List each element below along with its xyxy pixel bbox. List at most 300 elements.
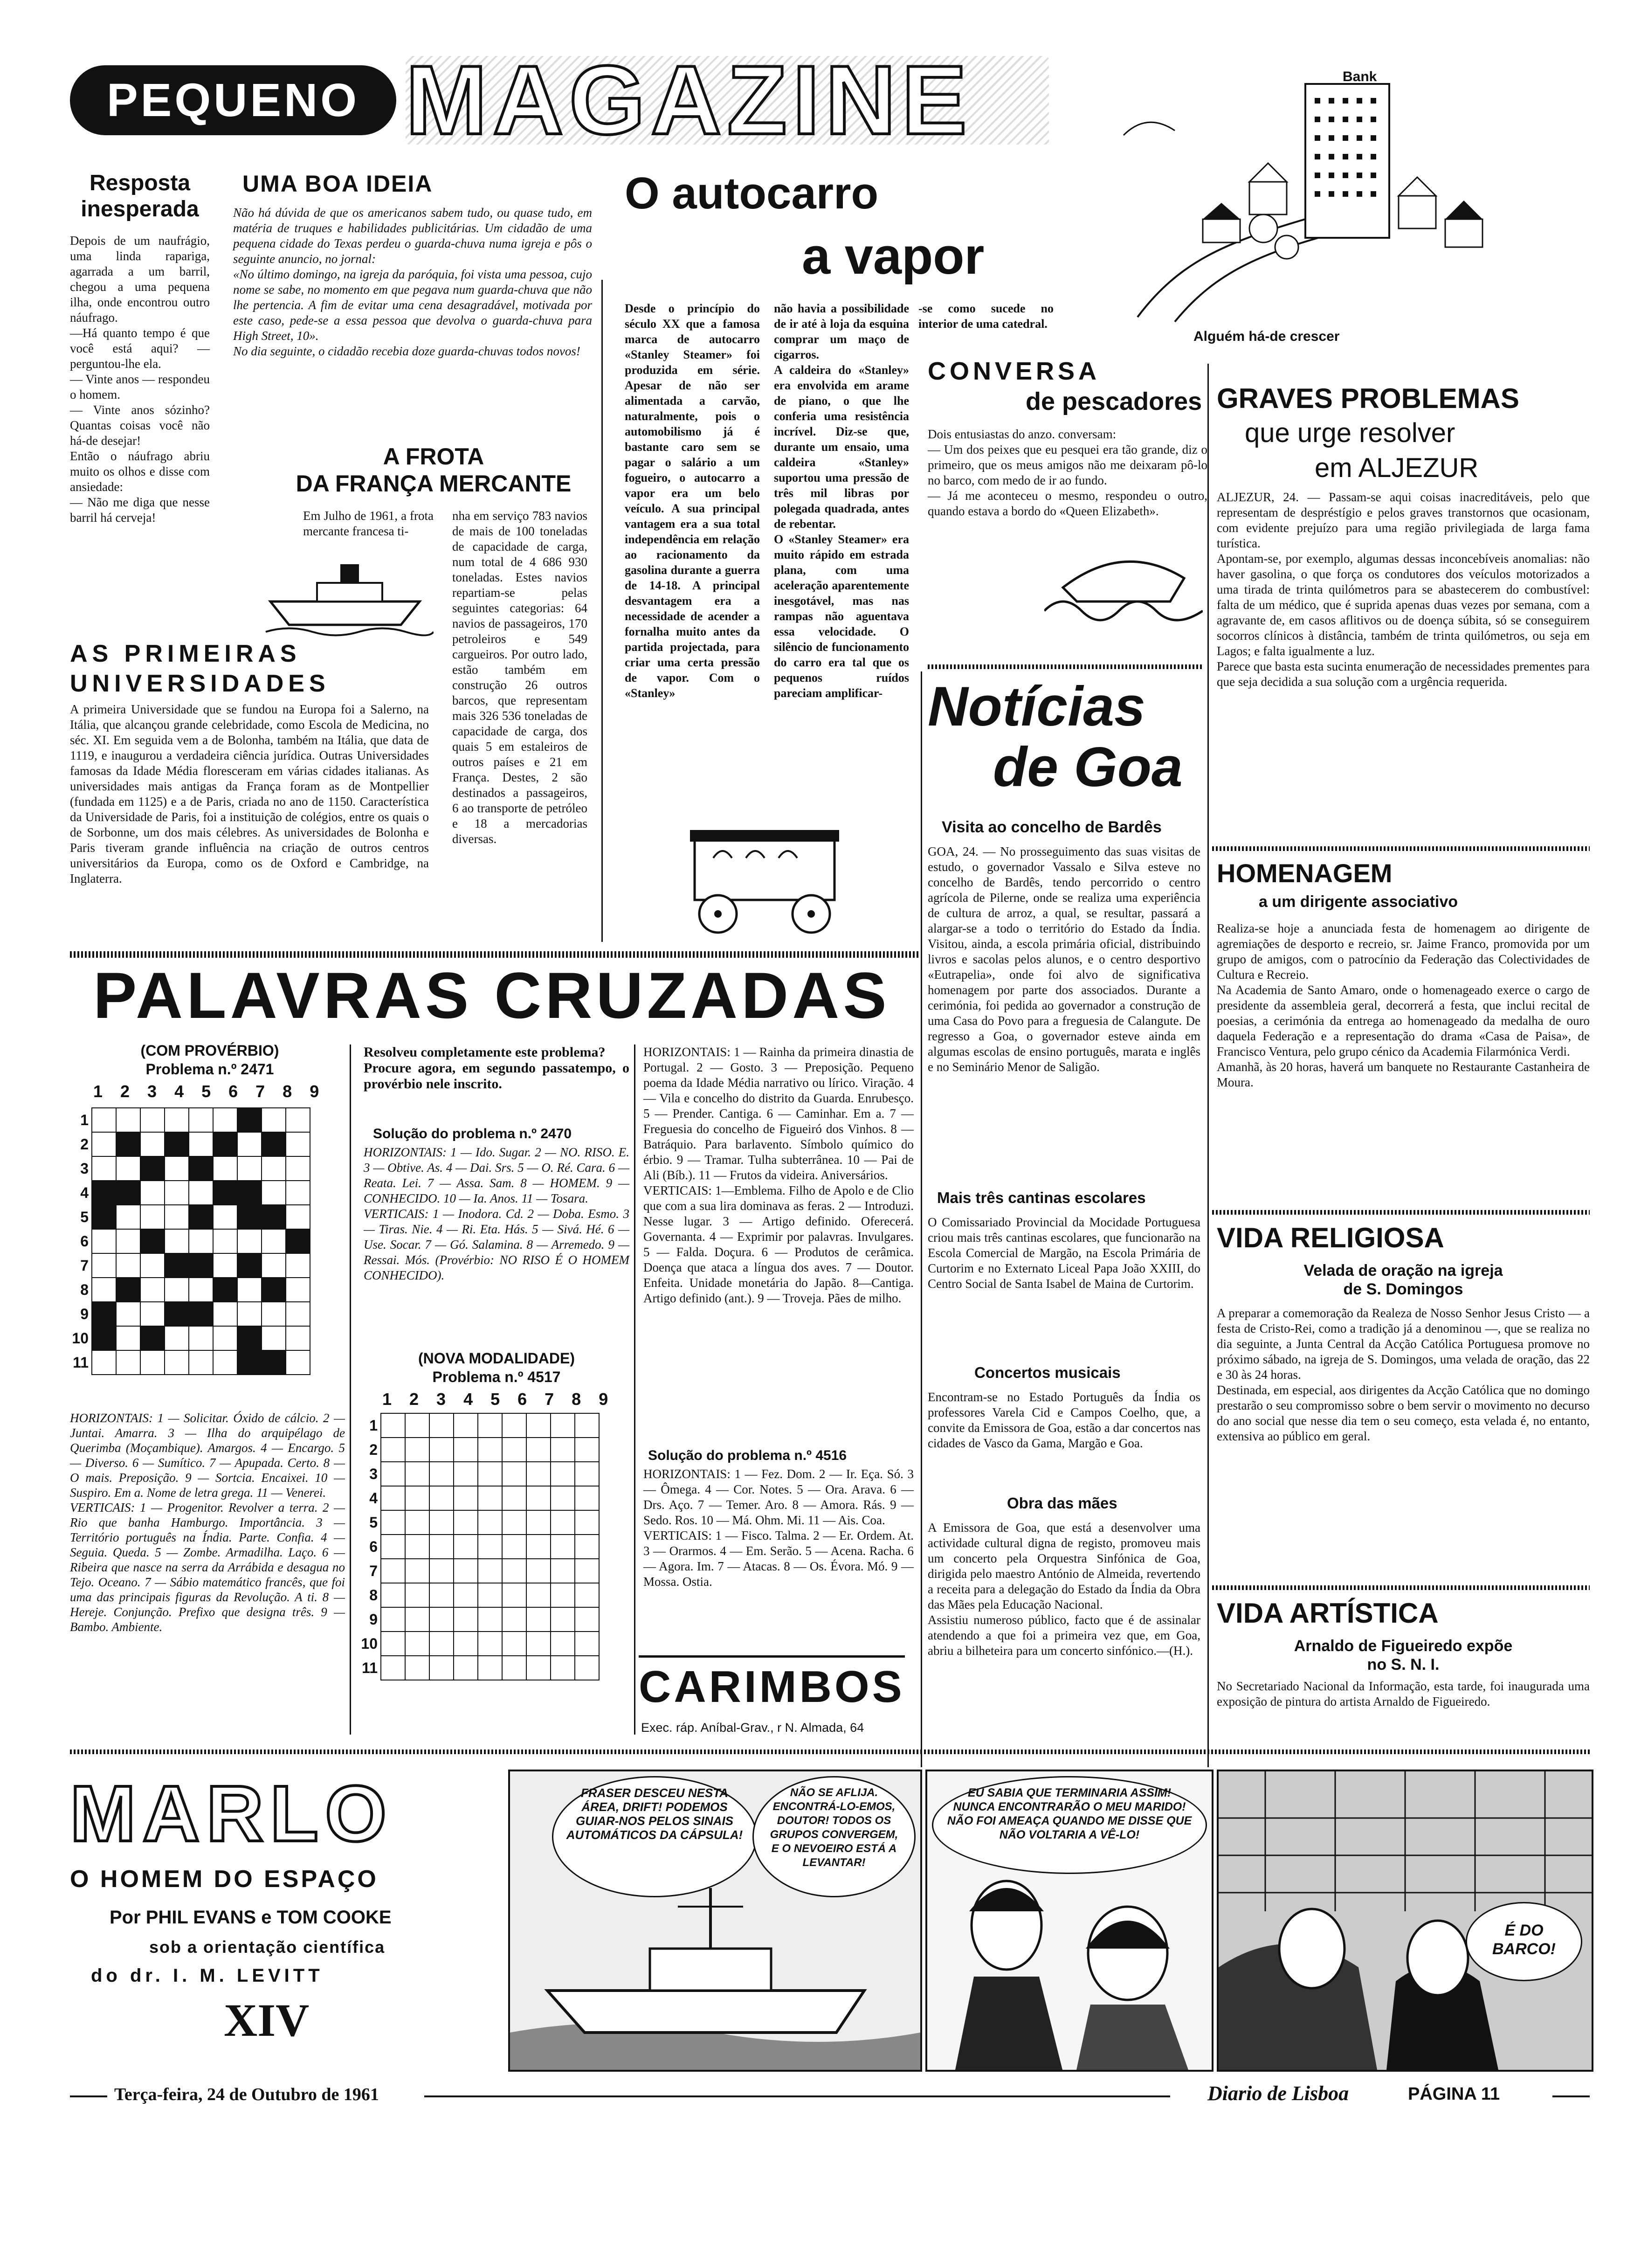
- crossword-cell[interactable]: [478, 1559, 502, 1583]
- row-number: 3: [80, 1160, 89, 1177]
- crossword-cell[interactable]: [189, 1253, 213, 1278]
- crossword-cell[interactable]: [526, 1656, 551, 1680]
- crossword-cell[interactable]: [526, 1438, 551, 1462]
- crossword-cell[interactable]: [405, 1510, 429, 1535]
- footer-date: Terça-feira, 24 de Outubro de 1961: [114, 2085, 379, 2104]
- crossword-cell[interactable]: [381, 1632, 405, 1656]
- crossword-cell[interactable]: [140, 1278, 165, 1302]
- crossword-cell[interactable]: [286, 1181, 310, 1205]
- fishing-boat-illustration: [1044, 532, 1203, 625]
- crossword-cell[interactable]: [405, 1607, 429, 1632]
- column-divider: [1207, 364, 1209, 1767]
- crossword-cell[interactable]: [213, 1302, 237, 1326]
- crossword-cell[interactable]: [429, 1438, 454, 1462]
- crossword-cell[interactable]: [262, 1108, 286, 1132]
- crossword-cell[interactable]: [92, 1278, 116, 1302]
- crossword-cell[interactable]: [454, 1632, 478, 1656]
- marlo-number: XIV: [224, 1994, 310, 2046]
- crossword-cell[interactable]: [478, 1607, 502, 1632]
- goa-body-1: GOA, 24. — No prosseguimento das suas visitas de estudo, o governador Vassalo e Silva esteve no concelho de Bardês, tendo percorrido o centro agrícola de Pilerne, onde se realiza uma experiência de cultura de arroz, a qual, se resultar, passará a alargar-se a todo o território do Estado da Índia. Visitou, ainda, a escola primária oficial, distribuindo livros e sacolas pelos alunos, e o centro desportivo «Eutrapelia», onde foi alvo de significativa homenagem por parte dos associados. Durante a cerimónia, foi pedida ao governador a construção de uma Casa do Povo para a freguesia de Calangute. De regresso a Goa, o governador esteve ainda em algumas escolas de ensino português, marata e inglês e no Seminário Menor de Saligão.: [928, 844, 1200, 1074]
- crossword-cell[interactable]: [502, 1559, 526, 1583]
- crossword-cell[interactable]: [189, 1326, 213, 1350]
- masthead-pequeno: PEQUENO: [70, 65, 396, 135]
- crossword-cell[interactable]: [213, 1181, 237, 1205]
- crossword-cell[interactable]: [454, 1438, 478, 1462]
- crossword-cell[interactable]: [551, 1656, 575, 1680]
- row-number: 4: [369, 1489, 378, 1507]
- bank-sign: Bank: [1343, 69, 1377, 84]
- crossword-cell[interactable]: [454, 1510, 478, 1535]
- resposta-body: Depois de um naufrágio, uma linda rapariga, agarrada a um barril, chegou a uma pequena ilha, onde encontrou outro náufrago. —Há quanto tempo é que você está aqui? — perguntou-lhe ela. — Vinte anos — respondeu o homem. — Vinte anos sózinho? Quantas coisas você não há-de desejar! Então o náufrago abriu muito os olhos e disse com ansiedade: — Não me diga que nesse barril há cerveja!: [70, 234, 210, 525]
- crossword-cell[interactable]: [454, 1535, 478, 1559]
- crossword-cell[interactable]: [262, 1181, 286, 1205]
- crossword-cell[interactable]: [526, 1462, 551, 1486]
- crossword-cell[interactable]: [140, 1156, 165, 1181]
- crossword-cell[interactable]: [237, 1229, 262, 1253]
- column-divider: [350, 1044, 351, 1735]
- crossword-cell[interactable]: [502, 1486, 526, 1510]
- crossword-cell[interactable]: [189, 1132, 213, 1156]
- crossword-cell[interactable]: [502, 1438, 526, 1462]
- crossword-cell[interactable]: [189, 1108, 213, 1132]
- p3-clues: HORIZONTAIS: 1 — Rainha da primeira dinastia de Portugal. 2 — Gosto. 3 — Preposição. Pequeno poema da Idade Média narrativo ou lírico. Viração. 4 — Vila e concelho do distrito da Guarda. Enrubesço. 5 — Prender. Cantiga. 6 — Caminhar. Em a. 7 — Freguesia do concelho de Figueiró dos Vinhos. 8 — Batráquio. Para barlavento. Símbolo químico do érbio. 9 — Tramar. Tulha subterrânea. 10 — Pai de Ali (Bíb.). 11 — Frutos da videira. Aniversários. VERTICAIS: 1—Emblema. Filho de Apolo e de Clio que com a sua lira dominava as feras. 2 — Introduzi. Nesse lugar. 3 — Artigo definido. Oferecerá. Governanta. 4 — Exprimir por palavras. Invulgares. 5 — Falda. Doçura. 6 — Produtos de cerâmica. Doença que ataca a língua dos aves. 7 — Doutor. Enfeita. Unidade monetária do Japão. 8—Cantiga. Artigo definido (ant.). 9 — Troveja. Pães de milho.: [643, 1045, 914, 1305]
- frota-col1: Em Julho de 1961, a frota mercante francesa ti-: [303, 509, 434, 538]
- crossword-cell[interactable]: [165, 1302, 189, 1326]
- crossword-cell[interactable]: [165, 1205, 189, 1229]
- crossword-cell[interactable]: [526, 1413, 551, 1438]
- goa-body-3: Encontram-se no Estado Português da Índia os professores Varela Cid e Campos Coelho, que, a convite da Emissora de Goa, estão a dar concertos nas cidades de Vasco da Gama, Margão e Goa.: [928, 1390, 1200, 1450]
- crossword-cell[interactable]: [116, 1108, 140, 1132]
- crossword-cell[interactable]: [237, 1132, 262, 1156]
- crossword-cell[interactable]: [575, 1413, 599, 1438]
- speech-bubble-2: NÃO SE AFLIJA. ENCONTRÁ-LO-EMOS, DOUTOR! TODOS OS GRUPOS CONVERGEM, E O NEVOEIRO ESTÁ A LEVANTAR!: [752, 1776, 916, 1897]
- crossword-cell[interactable]: [286, 1302, 310, 1326]
- goa-body-2: O Comissariado Provincial da Mocidade Portuguesa criou mais três cantinas escolares, que funcionarão na Escola Comercial de Margão, na Escola Primária de Curtorim e no Externato Liceal Papa João XXIII, do Centro Social de Santa Isabel de Maina de Curtorim.: [928, 1215, 1200, 1291]
- crossword-cell[interactable]: [429, 1632, 454, 1656]
- vida-artistica-subtitle: Arnaldo de Figueiredo expõe no S. N. I.: [1294, 1637, 1513, 1673]
- autocarro-col3: -se como sucede no interior de uma catedral.: [918, 302, 1054, 331]
- autocarro-col2: não havia a possibilidade de ir até à loja da esquina comprar um maço de cigarros. A caldeira do «Stanley» era envolvida em arame de piano, o que lhe conferia uma resistência incrível. Diz-se que, durante um ensaio, uma caldeira «Stanley» suportou uma pressão de três mil libras por polegada quadrada, antes de rebentar. O «Stanley Steamer» era muito rápido em estrada plana, com uma aceleração aparentemente inesgotável, mas nas rampas não aguentava essa velocidade. O silêncio de funcionamento do carro era tal que os pequenos ruídos pareciam amplificar-: [774, 302, 909, 700]
- crossword-cell[interactable]: [165, 1253, 189, 1278]
- crossword-grid-1: [70, 1107, 310, 1375]
- crossword-grid-2: [359, 1413, 600, 1680]
- vida-religiosa-body: A preparar a comemoração da Realeza de Nosso Senhor Jesus Cristo — a festa de Cristo-Rei, como a tradição já a denominou —, que se realiza no dia seguinte, a Junta Central da Acção Católica Portuguesa promove no próximo sábado, na igreja de S. Domingos, uma velada de oração, das 22 e 30 às 24 horas. Destinada, em especial, aos dirigentes da Acção Católica que no domingo prestarão o seu compromisso sobre o bem servir o movimento no decurso do ano social que nesse dia tem o seu começo, esta velada é, no entanto, extensiva ao público em geral.: [1217, 1306, 1590, 1443]
- crossword-cell[interactable]: [381, 1462, 405, 1486]
- crossword-cell[interactable]: [262, 1132, 286, 1156]
- crossword-cell[interactable]: [502, 1510, 526, 1535]
- crossword-cell[interactable]: [429, 1486, 454, 1510]
- crossword-cell[interactable]: [381, 1510, 405, 1535]
- row-number: 11: [73, 1354, 89, 1371]
- steam-bus-drawing: [676, 821, 853, 937]
- crossword-cell[interactable]: [381, 1535, 405, 1559]
- graves-title-2: que urge resolver: [1245, 418, 1455, 448]
- crossword-cell[interactable]: [454, 1656, 478, 1680]
- steam-bus-illustration: [676, 821, 853, 937]
- footer-line-left: [70, 2095, 107, 2097]
- p1-title: Problema n.º 2471: [145, 1061, 274, 1078]
- crossword-cell[interactable]: [381, 1413, 405, 1438]
- crossword-cell[interactable]: [189, 1350, 213, 1375]
- marlo-line4: do dr. I. M. LEVITT: [91, 1965, 324, 1986]
- masthead: [70, 45, 1049, 155]
- crossword-cell[interactable]: [551, 1413, 575, 1438]
- crossword-cell[interactable]: [454, 1413, 478, 1438]
- section-rule: [1212, 846, 1590, 851]
- crossword-cell[interactable]: [140, 1253, 165, 1278]
- footer-page: PÁGINA 11: [1408, 2084, 1500, 2104]
- crossword-cell[interactable]: [551, 1510, 575, 1535]
- marlo-authors: Por PHIL EVANS e TOM COOKE: [110, 1907, 392, 1928]
- crossword-cell[interactable]: [213, 1108, 237, 1132]
- graves-title-3: em ALJEZUR: [1315, 453, 1479, 483]
- comic-panel-3: [1217, 1770, 1593, 2072]
- crossword-cell[interactable]: [405, 1535, 429, 1559]
- vida-religiosa-title: VIDA RELIGIOSA: [1217, 1222, 1444, 1253]
- crossword-cell[interactable]: [381, 1656, 405, 1680]
- crossword-cell[interactable]: [429, 1559, 454, 1583]
- crossword-cell[interactable]: [92, 1350, 116, 1375]
- crossword-cell[interactable]: [237, 1156, 262, 1181]
- crossword-cell[interactable]: [429, 1413, 454, 1438]
- crossword-cell[interactable]: [286, 1326, 310, 1350]
- column-divider: [601, 280, 603, 942]
- crossword-cell[interactable]: [262, 1253, 286, 1278]
- crossword-cell[interactable]: [92, 1156, 116, 1181]
- crossword-cell[interactable]: [575, 1510, 599, 1535]
- goa-sub-2: Mais três cantinas escolares: [937, 1189, 1146, 1206]
- crossword-cell[interactable]: [116, 1302, 140, 1326]
- row-number: 7: [80, 1257, 89, 1274]
- crossword-cell[interactable]: [526, 1559, 551, 1583]
- crossword-cell[interactable]: [429, 1462, 454, 1486]
- crossword-cell[interactable]: [92, 1229, 116, 1253]
- p1-column-numbers: 1 2 3 4 5 6 7 8 9: [93, 1082, 324, 1101]
- crossword-cell[interactable]: [454, 1486, 478, 1510]
- crossword-cell[interactable]: [575, 1438, 599, 1462]
- row-number: 9: [369, 1611, 378, 1628]
- crossword-cell[interactable]: [405, 1632, 429, 1656]
- crossword-cell[interactable]: [575, 1607, 599, 1632]
- crossword-cell[interactable]: [165, 1132, 189, 1156]
- crossword-cell[interactable]: [262, 1350, 286, 1375]
- crossword-cell[interactable]: [189, 1181, 213, 1205]
- crossword-cell[interactable]: [286, 1253, 310, 1278]
- crossword-cell[interactable]: [454, 1559, 478, 1583]
- crossword-cell[interactable]: [454, 1462, 478, 1486]
- crossword-cell[interactable]: [502, 1413, 526, 1438]
- p2-solution: HORIZONTAIS: 1 — Ido. Sugar. 2 — NO. RISO. E. 3 — Obtive. As. 4 — Dai. Srs. 5 — O. Ré. Cara. 6 — Reata. Lei. 7 — Assa. Sam. 8 — HOMEM. 9 — CONHECIDO. 10 — Ia. Anos. 11 — Tosara. VERTICAIS: 1 — Inodora. Cd. 2 — Doba. Esmo. 3 — Tiras. Nie. 4 — Ri. Eta. Hás. 5 — Sivá. Hé. 6 — Use. Socar. 7 — Gó. Salamina. 8 — Arremedo. 9 — Ressai. Mós. (Provérbio: NO RISO É O HOMEM CONHECIDO).: [364, 1145, 629, 1282]
- universidades-body: A primeira Universidade que se fundou na Europa foi a Salerno, na Itália, que alcançou grande celebridade, como Escola de Medicina, no séc. XI. Em seguida vem a de Bolonha, também na Itália, que data de 1119, e inaugurou a verdadeira ciência jurídica. Outras Universidades famosas da Idade Média floresceram em várias cidades italianas. As universidades mais antigas da França foram as de Montpellier (fundada em 1125) e a de Paris, criada no ano de 1150. Característica da Universidade de Paris, foi a instituição de colégios, entre os quais o de Sorbonne, um dos mais célebres. As universidades de Bolonha e Paris tiveram grande influência na criação de outros centros universitários da Europa, como os de Oxford e Cambridge, na Inglaterra.: [70, 702, 429, 885]
- crossword-cell[interactable]: [237, 1278, 262, 1302]
- crossword-cell[interactable]: [551, 1486, 575, 1510]
- crossword-cell[interactable]: [502, 1656, 526, 1680]
- graves-title-1: GRAVES PROBLEMAS: [1217, 383, 1519, 414]
- bank-illustration: [1110, 65, 1599, 326]
- crossword-cell[interactable]: [502, 1632, 526, 1656]
- crossword-cell[interactable]: [405, 1413, 429, 1438]
- crossword-cell[interactable]: [189, 1205, 213, 1229]
- crossword-cell[interactable]: [140, 1108, 165, 1132]
- p2-intro: Resolveu completamente este problema? Procure agora, em segundo passatempo, o provérbio nele inscrito.: [364, 1044, 629, 1092]
- section-rule: [70, 1749, 1590, 1754]
- crossword-cell[interactable]: [237, 1181, 262, 1205]
- footer-line-right: [1552, 2095, 1590, 2097]
- conversa-body: Dois entusiastas do anzo. conversam: — Um dos peixes que eu pesquei era tão grande, diz o primeiro, que os meus amigos não me deixaram pô-lo no barco, com medo de ir ao fundo. — Já me aconteceu o mesmo, respondeu o outro, quando estava a bordo do «Queen Elizabeth».: [928, 427, 1207, 518]
- crossword-cell[interactable]: [262, 1156, 286, 1181]
- speech-bubble-1: FRASER DESCEU NESTA ÁREA, DRIFT! PODEMOS GUIAR-NOS PELOS SINAIS AUTOMÁTICOS DA CÁPSULA!: [552, 1776, 757, 1897]
- section-rule: [1212, 1210, 1590, 1215]
- crossword-cell[interactable]: [381, 1583, 405, 1607]
- crossword-cell[interactable]: [502, 1462, 526, 1486]
- homenagem-title: HOMENAGEM: [1217, 858, 1393, 888]
- crossword-cell[interactable]: [551, 1559, 575, 1583]
- crossword-cell[interactable]: [286, 1156, 310, 1181]
- crossword-cell[interactable]: [526, 1632, 551, 1656]
- crossword-cell[interactable]: [189, 1156, 213, 1181]
- homenagem-body: Realiza-se hoje a anunciada festa de homenagem ao dirigente de agremiações de desporto e recreio, sr. Jaime Franco, promovida por um grupo de amigos, com o patrocínio da Federação das Colectividades de Cultura e Recreio. Na Academia de Santo Amaro, onde o homenageado exerce o cargo de presidente da assembleia geral, decorrerá a festa, que inclui recital de poesias, a cerimónia da entrega ao homenageado da medalha de ouro daquela Federação e a representação do drama «Casa de Paisa», de Francisco Ventura, pelo grupo cénico da Academia Filarmónica Verdi. Amanhã, às 20 horas, haverá um banquete no Restaurante Castanheira de Moura.: [1217, 921, 1590, 1089]
- crossword-cell[interactable]: [575, 1559, 599, 1583]
- crossword-cell[interactable]: [286, 1108, 310, 1132]
- p2-column-numbers: 1 2 3 4 5 6 7 8 9: [382, 1390, 613, 1409]
- crossword-cell[interactable]: [116, 1350, 140, 1375]
- crossword-cell[interactable]: [213, 1253, 237, 1278]
- crossword-cell[interactable]: [237, 1326, 262, 1350]
- homenagem-subtitle: a um dirigente associativo: [1259, 893, 1458, 911]
- crossword-cell[interactable]: [92, 1181, 116, 1205]
- crossword-cell[interactable]: [405, 1486, 429, 1510]
- crossword-cell[interactable]: [454, 1583, 478, 1607]
- footer-line-mid: [424, 2095, 1170, 2097]
- crossword-cell[interactable]: [405, 1462, 429, 1486]
- crossword-cell[interactable]: [213, 1132, 237, 1156]
- crossword-cell[interactable]: [189, 1278, 213, 1302]
- crossword-cell[interactable]: [381, 1486, 405, 1510]
- crossword-cell[interactable]: [116, 1253, 140, 1278]
- goa-sub-1: Visita ao concelho de Bardês: [942, 818, 1162, 836]
- vida-religiosa-subtitle: Velada de oração na igreja de S. Domingos: [1303, 1262, 1503, 1298]
- crossword-cell[interactable]: [92, 1108, 116, 1132]
- crossword-cell[interactable]: [165, 1229, 189, 1253]
- carimbos-text: Exec. ráp. Aníbal-Grav., r N. Almada, 64: [641, 1721, 864, 1735]
- crossword-cell[interactable]: [116, 1326, 140, 1350]
- crossword-cell[interactable]: [165, 1278, 189, 1302]
- goa-title-1: Notícias: [928, 675, 1145, 738]
- crossword-cell[interactable]: [92, 1302, 116, 1326]
- crossword-cell[interactable]: [381, 1607, 405, 1632]
- row-number: 10: [72, 1329, 89, 1347]
- boa-ideia-title: UMA BOA IDEIA: [242, 171, 433, 197]
- ship-illustration: [261, 546, 434, 639]
- crossword-cell[interactable]: [405, 1656, 429, 1680]
- crossword-cell[interactable]: [286, 1229, 310, 1253]
- crossword-cell[interactable]: [478, 1535, 502, 1559]
- crossword-cell[interactable]: [478, 1438, 502, 1462]
- crossword-cell[interactable]: [575, 1632, 599, 1656]
- crossword-cell[interactable]: [502, 1583, 526, 1607]
- crossword-cell[interactable]: [213, 1350, 237, 1375]
- crossword-cell[interactable]: [262, 1278, 286, 1302]
- crossword-cell[interactable]: [429, 1583, 454, 1607]
- crossword-cell[interactable]: [262, 1302, 286, 1326]
- comic-panel-2: [925, 1770, 1214, 2072]
- crossword-cell[interactable]: [92, 1205, 116, 1229]
- crossword-cell[interactable]: [116, 1229, 140, 1253]
- crossword-cell[interactable]: [526, 1607, 551, 1632]
- crossword-cell[interactable]: [551, 1462, 575, 1486]
- conversa-title-2: de pescadores: [1026, 387, 1202, 415]
- crossword-cell[interactable]: [286, 1132, 310, 1156]
- vida-artistica-body: No Secretariado Nacional da Informação, esta tarde, foi inaugurada uma exposição de pintura do artista Arnaldo de Figueiredo.: [1217, 1679, 1590, 1708]
- crossword-cell[interactable]: [478, 1583, 502, 1607]
- crossword-cell[interactable]: [429, 1607, 454, 1632]
- crossword-cell[interactable]: [237, 1253, 262, 1278]
- crossword-cell[interactable]: [92, 1326, 116, 1350]
- crossword-cell[interactable]: [116, 1278, 140, 1302]
- crossword-cell[interactable]: [262, 1326, 286, 1350]
- crossword-cell[interactable]: [478, 1656, 502, 1680]
- crossword-cell[interactable]: [478, 1486, 502, 1510]
- crossword-cell[interactable]: [140, 1326, 165, 1350]
- row-number: 9: [80, 1305, 89, 1322]
- crossword-cell[interactable]: [92, 1132, 116, 1156]
- row-number: 3: [369, 1465, 378, 1482]
- crossword-cell[interactable]: [405, 1583, 429, 1607]
- crossword-cell[interactable]: [551, 1583, 575, 1607]
- crossword-cell[interactable]: [237, 1108, 262, 1132]
- crossword-cell[interactable]: [551, 1632, 575, 1656]
- crossword-grid: [70, 1107, 310, 1375]
- crossword-cell[interactable]: [575, 1583, 599, 1607]
- crossword-cell[interactable]: [526, 1583, 551, 1607]
- row-number: 6: [80, 1232, 89, 1250]
- crossword-cell[interactable]: [140, 1181, 165, 1205]
- crossword-cell[interactable]: [140, 1229, 165, 1253]
- crossword-cell[interactable]: [140, 1350, 165, 1375]
- crossword-cell[interactable]: [213, 1326, 237, 1350]
- marlo-line3: sob a orientação científica: [149, 1937, 386, 1957]
- crossword-cell[interactable]: [478, 1510, 502, 1535]
- crossword-cell[interactable]: [286, 1205, 310, 1229]
- crossword-cell[interactable]: [526, 1510, 551, 1535]
- crossword-cell[interactable]: [116, 1205, 140, 1229]
- crossword-cell[interactable]: [116, 1132, 140, 1156]
- crossword-cell[interactable]: [92, 1253, 116, 1278]
- row-number: 2: [369, 1441, 378, 1458]
- crossword-cell[interactable]: [140, 1302, 165, 1326]
- crossword-cell[interactable]: [478, 1632, 502, 1656]
- boa-ideia-body: Não há dúvida de que os americanos sabem tudo, ou quase tudo, em matéria de truques e habilidades publicitárias. Um cidadão de uma pequena cidade do Texas perdeu o guarda-chuva numa igreja e pôs o seguinte anuncio, no jornal: «No último domingo, na igreja da paróquia, foi vista uma pessoa, cujo nome se sabe, no momento em que pegava num guarda-chuva que não lhe pertencia. A fim de evitar uma cena desagradável, motivada por este caso, pede-se a essa pessoa que devolva o guarda-chuva para High Street, 10». No dia seguinte, o cidadão recebia doze guarda-chuvas todos novos!: [233, 206, 592, 358]
- crossword-cell[interactable]: [381, 1438, 405, 1462]
- crossword-cell[interactable]: [189, 1302, 213, 1326]
- crossword-cell[interactable]: [526, 1486, 551, 1510]
- row-number: 8: [80, 1281, 89, 1298]
- crossword-cell[interactable]: [429, 1535, 454, 1559]
- row-number: 5: [369, 1514, 378, 1531]
- crossword-cell[interactable]: [213, 1229, 237, 1253]
- crossword-cell[interactable]: [165, 1156, 189, 1181]
- crossword-cell[interactable]: [286, 1350, 310, 1375]
- crossword-cell[interactable]: [502, 1607, 526, 1632]
- goa-sub-4: Obra das mães: [1007, 1494, 1117, 1512]
- row-number: 10: [361, 1635, 378, 1652]
- goa-body-4: A Emissora de Goa, que está a desenvolver uma actividade cultural digna de registo, promoveu mais um concerto pela Orquestra Sinfónica de Goa, dirigida pelo maestro António de Almeida, revertendo a receita para a delegação do Estado da Índia da Obra das Mães pela Educação Nacional. Assistiu numeroso público, facto que é de assinalar atendendo a que foi a primeira vez que, em Goa, abriu a bilheteira para um concerto sinfónico.—(H.).: [928, 1521, 1200, 1658]
- crossword-cell[interactable]: [575, 1462, 599, 1486]
- crossword-cell[interactable]: [551, 1438, 575, 1462]
- crossword-cell[interactable]: [237, 1302, 262, 1326]
- row-number: 8: [369, 1586, 378, 1604]
- column-divider: [921, 671, 922, 1767]
- crossword-cell[interactable]: [405, 1438, 429, 1462]
- crossword-cell[interactable]: [478, 1413, 502, 1438]
- crossword-cell[interactable]: [575, 1535, 599, 1559]
- crossword-cell[interactable]: [213, 1156, 237, 1181]
- crossword-cell[interactable]: [165, 1181, 189, 1205]
- crossword-cell[interactable]: [237, 1350, 262, 1375]
- crossword-cell[interactable]: [575, 1656, 599, 1680]
- crossword-cell[interactable]: [165, 1326, 189, 1350]
- crossword-cell[interactable]: [140, 1205, 165, 1229]
- row-number: 1: [80, 1111, 89, 1128]
- crossword-grid-empty: [359, 1413, 600, 1680]
- crossword-cell[interactable]: [140, 1132, 165, 1156]
- autocarro-title-2: a vapor: [802, 228, 985, 285]
- ship-drawing: [261, 546, 434, 639]
- frota-col2: nha em serviço 783 navios de mais de 100 toneladas de capacidade de carga, num total de 4 686 930 toneladas. Estes navios repartiam-se pelas seguintes categorias: 64 navios de passageiros, 170 petroleiros e 549 cargueiros. Por outro lado, estão também em construção 26 outros barcos, que representam mais 326 536 toneladas de capacidade de carga, dos quais 5 em estaleiros de outros países e 21 em França. Destes, 2 são destinados a passageiros, 6 ao transporte de petróleo e 18 a mercadorias diversas.: [452, 509, 587, 846]
- goa-sub-3: Concertos musicais: [974, 1364, 1121, 1381]
- universidades-title: AS PRIMEIRAS UNIVERSIDADES: [70, 640, 330, 697]
- crossword-cell[interactable]: [262, 1205, 286, 1229]
- crossword-cell[interactable]: [237, 1205, 262, 1229]
- crossword-cell[interactable]: [478, 1462, 502, 1486]
- crossword-cell[interactable]: [551, 1535, 575, 1559]
- autocarro-title-1: O autocarro: [625, 168, 879, 218]
- speech-bubble-4: É DO BARCO!: [1466, 1902, 1582, 1981]
- crossword-cell[interactable]: [213, 1205, 237, 1229]
- vida-artistica-title: VIDA ARTÍSTICA: [1217, 1597, 1439, 1629]
- crossword-cell[interactable]: [213, 1278, 237, 1302]
- p3-solution-title: Solução do problema n.º 4516: [648, 1448, 847, 1463]
- carimbos-title: CARIMBOS: [639, 1655, 905, 1713]
- crossword-cell[interactable]: [189, 1229, 213, 1253]
- section-rule: [70, 951, 918, 958]
- crossword-cell[interactable]: [286, 1278, 310, 1302]
- section-rule: [928, 664, 1203, 669]
- palavras-title: PALAVRAS CRUZADAS: [93, 959, 890, 1032]
- crossword-cell[interactable]: [262, 1229, 286, 1253]
- crossword-cell[interactable]: [454, 1607, 478, 1632]
- crossword-cell[interactable]: [405, 1559, 429, 1583]
- crossword-cell[interactable]: [575, 1486, 599, 1510]
- p1-clues: HORIZONTAIS: 1 — Solicitar. Óxido de cálcio. 2 — Juntai. Amarra. 3 — Ilha do arquipélago de Querimba (Moçambique). Amargos. 4 — Encargo. 5 — Diverso. 6 — Sumítico. 7 — Apupada. Certo. 8 — O mais. Preposição. 9 — Sortcia. Encaixei. 10 — Suspiro. Em a. Nome de letra grega. 11 — Venerei. VERTICAIS: 1 — Progenitor. Revolver a terra. 2 — Rio que banha Hamburgo. Importância. 3 — Território português na Índia. Parte. Confia. 4 — Seguia. Queda. 5 — Zombe. Armadilha. Laço. 6 — Ribeira que nasce na serra da Arrábida e desagua no Tejo. Oceano. 7 — Sábio matemático francês, que foi uma das principais figuras da Revolução. A ti. 8 — Hereje. Conjunção. Prefixo que designa três. 9 — Bambo. Ambiente.: [70, 1411, 345, 1634]
- resposta-title: Resposta inesperada: [81, 171, 199, 221]
- crossword-cell[interactable]: [502, 1535, 526, 1559]
- crossword-cell[interactable]: [116, 1156, 140, 1181]
- crossword-cell[interactable]: [165, 1350, 189, 1375]
- crossword-cell[interactable]: [165, 1108, 189, 1132]
- bank-caption: Alguém há-de crescer: [1193, 329, 1340, 344]
- crossword-cell[interactable]: [429, 1510, 454, 1535]
- crossword-cell[interactable]: [526, 1535, 551, 1559]
- crossword-cell[interactable]: [381, 1559, 405, 1583]
- crossword-cell[interactable]: [429, 1656, 454, 1680]
- row-number: 2: [80, 1135, 89, 1153]
- crossword-cell[interactable]: [551, 1607, 575, 1632]
- row-number: 4: [80, 1184, 89, 1201]
- p2-label: (NOVA MODALIDADE): [418, 1350, 575, 1367]
- crossword-cell[interactable]: [116, 1181, 140, 1205]
- graves-body: ALJEZUR, 24. — Passam-se aqui coisas inacreditáveis, pelo que representam de despréstígio e pelos graves transtornos que ocasionam, com evidente prejuízo para uma região privilegiada de larga fama turística. Apontam-se, por exemplo, algumas dessas inconcebíveis anomalias: não haver gasolina, o que força os condutores dos veículos motorizados a uma tirada de trinta quilómetros para se abastecerem do combustível: falta de um médico, que é suprida apenas duas vezes por semana, com a agravante de, em casos aflitivos ou de doença súbita, só se conseguirem socorros clínicos à distância, também de trinta quilómetros, ou seja em Lagos; e falta igualmente a luz. Parece que basta esta sucinta enumeração de necessidades prementes para que seja decidida a sua solução com a urgência requerida.: [1217, 490, 1590, 689]
